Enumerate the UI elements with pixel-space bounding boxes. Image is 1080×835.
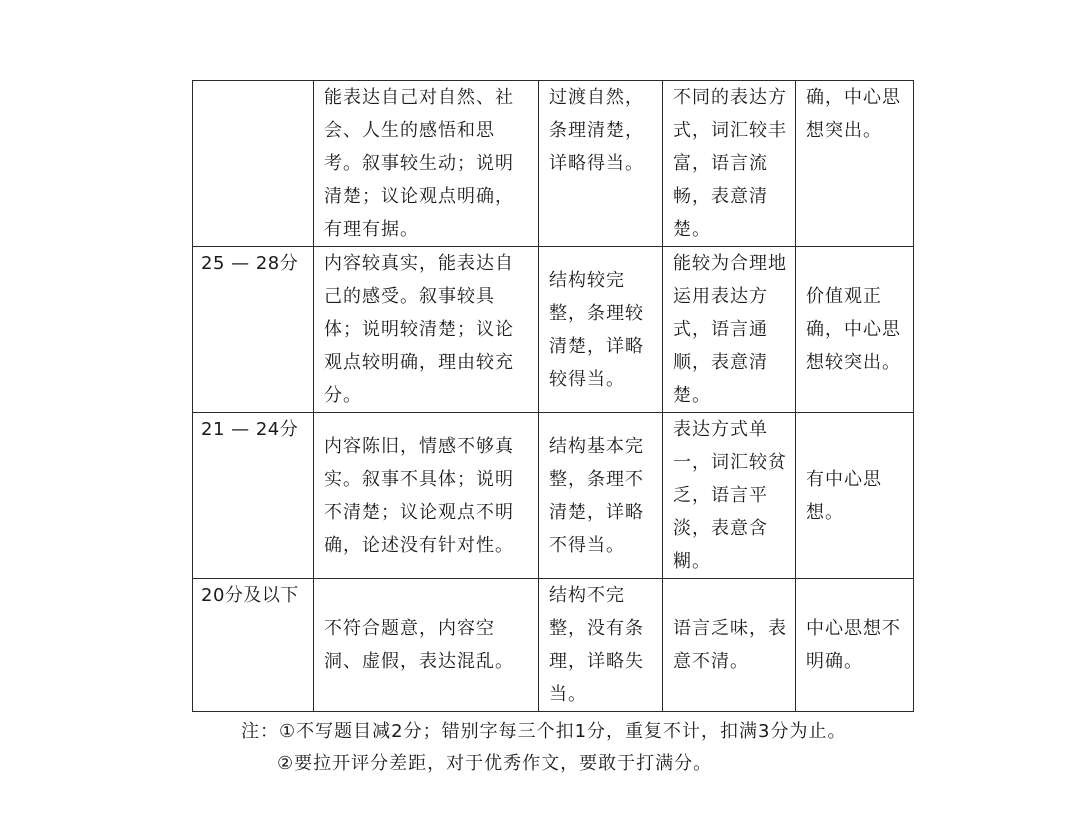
content-cell xyxy=(314,413,539,579)
score-cell xyxy=(193,247,314,413)
note-line-1: 注：①不写题目减2分；错别字每三个扣1分，重复不计，扣满3分为止。 xyxy=(241,721,847,742)
center-cell xyxy=(796,579,914,712)
language-cell xyxy=(663,579,796,712)
score-text: 21 — 24分 xyxy=(201,419,299,440)
structure-cell xyxy=(539,81,663,247)
content-cell xyxy=(314,579,539,712)
center-text: 确，中心思想突出。 xyxy=(806,87,901,141)
structure-cell xyxy=(539,247,663,413)
score-text: 25 — 28分 xyxy=(201,253,299,274)
structure-text: 过渡自然，条理清楚，详略得当。 xyxy=(549,87,644,174)
content-text: 内容较真实，能表达自己的感受。叙事较具体；说明较清楚；议论观点较明确，理由较充分。 xyxy=(324,253,514,406)
structure-text: 结构不完整，没有条理，详略失当。 xyxy=(549,585,644,705)
language-text: 能较为合理地运用表达方式，语言通顺，表意清楚。 xyxy=(673,253,787,406)
scoring-rubric-table xyxy=(192,80,914,712)
structure-cell xyxy=(539,413,663,579)
content-text: 内容陈旧，情感不够真实。叙事不具体；说明不清楚；议论观点不明确，论述没有针对性。 xyxy=(324,435,514,556)
table-row xyxy=(193,579,914,712)
language-text: 语言乏味，表意不清。 xyxy=(673,618,787,672)
center-text: 有中心思想。 xyxy=(806,468,882,523)
structure-text: 结构基本完整，条理不清楚，详略不得当。 xyxy=(549,435,644,556)
language-cell xyxy=(663,247,796,413)
content-cell xyxy=(314,81,539,247)
score-text: 20分及以下 xyxy=(201,585,299,606)
center-text: 中心思想不明确。 xyxy=(806,618,901,672)
language-text: 不同的表达方式，词汇较丰富，语言流畅，表意清楚。 xyxy=(673,87,787,240)
language-cell xyxy=(663,81,796,247)
structure-cell xyxy=(539,579,663,712)
content-text: 能表达自己对自然、社会、人生的感悟和思考。叙事较生动；说明清楚；议论观点明确，有理有据。 xyxy=(324,87,514,240)
center-cell xyxy=(796,81,914,247)
center-cell xyxy=(796,413,914,579)
content-text: 不符合题意，内容空洞、虚假，表达混乱。 xyxy=(324,618,514,672)
language-cell xyxy=(663,413,796,579)
structure-text: 结构较完整，条理较清楚，详略较得当。 xyxy=(549,269,644,390)
note-line-2: ②要拉开评分差距，对于优秀作文，要敢于打满分。 xyxy=(277,753,713,774)
center-cell xyxy=(796,247,914,413)
table-row xyxy=(193,81,914,247)
score-cell xyxy=(193,81,314,247)
notes-section xyxy=(241,716,847,780)
table-row xyxy=(193,413,914,579)
content-cell xyxy=(314,247,539,413)
center-text: 价值观正确，中心思想较突出。 xyxy=(806,286,901,373)
score-cell xyxy=(193,413,314,579)
score-cell xyxy=(193,579,314,712)
table-row xyxy=(193,247,914,413)
language-text: 表达方式单一，词汇较贫乏，语言平淡，表意含糊。 xyxy=(673,419,787,572)
